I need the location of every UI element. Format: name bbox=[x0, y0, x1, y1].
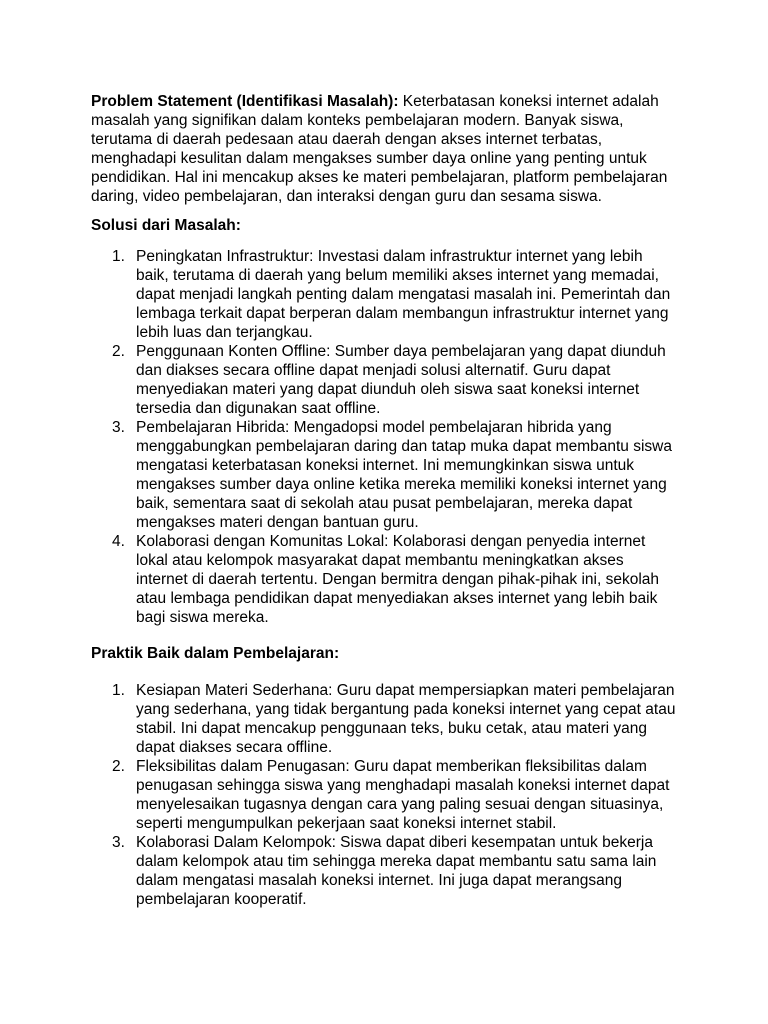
list-item-number: 2. bbox=[112, 758, 125, 775]
list-item-text: Penggunaan Konten Offline: Sumber daya pembelajaran yang dapat diunduh dan diakses secara offline dapat menjadi solusi alternatif. Guru dapat menyediakan materi yang dapat diunduh oleh siswa saat koneksi internet tersedia dan digunakan saat offline. bbox=[136, 343, 666, 417]
list-item bbox=[91, 757, 676, 833]
solutions-heading: Solusi dari Masalah: bbox=[91, 217, 241, 234]
problem-statement-paragraph bbox=[91, 92, 676, 206]
list-item-text: Kolaborasi dengan Komunitas Lokal: Kolaborasi dengan penyedia internet lokal atau kelompok masyarakat dapat membantu meningkatkan akses internet di daerah tertentu. Dengan bermitra dengan pihak-pihak ini, sekolah atau lembaga pendidikan dapat menyediakan akses internet yang lebih baik bagi siswa mereka. bbox=[136, 533, 660, 626]
list-item-number: 4. bbox=[112, 533, 125, 550]
list-item bbox=[91, 681, 676, 757]
list-item bbox=[91, 418, 676, 532]
list-item-number: 2. bbox=[112, 343, 125, 360]
list-item-text: Pembelajaran Hibrida: Mengadopsi model pembelajaran hibrida yang menggabungkan pembelajaran daring dan tatap muka dapat membantu siswa mengatasi keterbatasan koneksi internet. Ini memungkinkan siswa untuk mengakses sumber daya online ketika mereka memiliki koneksi internet yang baik, sementara saat di sekolah atau pusat pembelajaran, mereka dapat mengakses materi dengan bantuan guru. bbox=[136, 419, 672, 531]
list-item-number: 3. bbox=[112, 834, 125, 851]
list-item-text: Kolaborasi Dalam Kelompok: Siswa dapat diberi kesempatan untuk bekerja dalam kelompok atau tim sehingga mereka dapat membantu satu sama lain dalam mengatasi masalah koneksi internet. Ini juga dapat merangsang pembelajaran kooperatif. bbox=[136, 834, 657, 908]
solutions-list bbox=[91, 247, 676, 627]
list-item-number: 1. bbox=[112, 248, 125, 265]
list-item-text: Fleksibilitas dalam Penugasan: Guru dapat memberikan fleksibilitas dalam penugasan sehingga siswa yang menghadapi masalah koneksi internet dapat menyelesaikan tugasnya dengan cara yang paling sesuai dengan situasinya, seperti mengumpulkan pekerjaan saat koneksi internet stabil. bbox=[136, 758, 670, 832]
list-item bbox=[91, 342, 676, 418]
list-item-text: Peningkatan Infrastruktur: Investasi dalam infrastruktur internet yang lebih baik, terutama di daerah yang belum memiliki akses internet yang memadai, dapat menjadi langkah penting dalam mengatasi masalah ini. Pemerintah dan lembaga terkait dapat berperan dalam membangun infrastruktur internet yang lebih luas dan terjangkau. bbox=[136, 248, 671, 341]
problem-statement-label: Problem Statement (Identifikasi Masalah): bbox=[91, 93, 399, 110]
list-item bbox=[91, 247, 676, 342]
list-item-number: 3. bbox=[112, 419, 125, 436]
practices-list bbox=[91, 681, 676, 909]
list-item-text: Kesiapan Materi Sederhana: Guru dapat mempersiapkan materi pembelajaran yang sederhana, yang tidak bergantung pada koneksi internet yang cepat atau stabil. Ini dapat mencakup penggunaan teks, buku cetak, atau materi yang dapat diakses secara offline. bbox=[136, 682, 676, 756]
list-item bbox=[91, 532, 676, 627]
problem-statement-text: Keterbatasan koneksi internet adalah masalah yang signifikan dalam konteks pembelajaran modern. Banyak siswa, terutama di daerah pedesaan atau daerah dengan akses internet terbatas, menghadapi kesulitan dalam mengakses sumber daya online yang penting untuk pendidikan. Hal ini mencakup akses ke materi pembelajaran, platform pembelajaran daring, video pembelajaran, dan interaksi dengan guru dan sesama siswa. bbox=[91, 93, 668, 205]
practices-heading: Praktik Baik dalam Pembelajaran: bbox=[91, 645, 340, 662]
list-item-number: 1. bbox=[112, 682, 125, 699]
list-item bbox=[91, 833, 676, 909]
